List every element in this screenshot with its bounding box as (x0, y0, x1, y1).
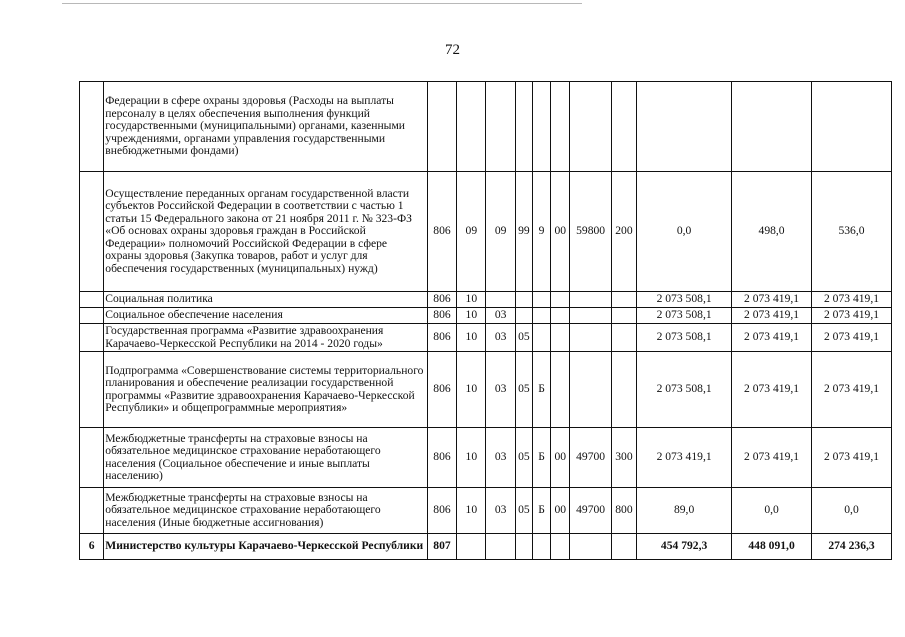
row-description: Межбюджетные трансферты на страховые взносы на обязательное медицинское страхование неработающего населения (Иные бюджетные ассигнования) (104, 488, 428, 534)
table-row (80, 82, 892, 172)
row-subsection-code: 03 (486, 324, 515, 352)
row-section-code: 09 (457, 172, 486, 292)
row-program-code (515, 82, 532, 172)
row-description: Государственная программа «Развитие здравоохранения Карачаево-Черкесской Республики на 2014 - 2020 годы» (104, 324, 428, 352)
row-expense-type-code (611, 292, 636, 308)
row-measure-code (551, 534, 570, 560)
row-number (80, 292, 104, 308)
row-measure-code (551, 352, 570, 428)
table-row (80, 352, 892, 428)
row-description: Министерство культуры Карачаево-Черкесской Республики (104, 534, 428, 560)
row-amount-1: 89,0 (637, 488, 732, 534)
row-section-code: 10 (457, 352, 486, 428)
row-expense-type-code (611, 352, 636, 428)
row-section-code: 10 (457, 292, 486, 308)
table-row (80, 324, 892, 352)
table-row (80, 292, 892, 308)
row-amount-1: 2 073 508,1 (637, 352, 732, 428)
row-program-code: 05 (515, 428, 532, 488)
row-ved-code: 806 (427, 308, 456, 324)
row-subprogram-code: Б (532, 488, 550, 534)
row-subsection-code: 03 (486, 488, 515, 534)
row-direction-code: 49700 (570, 428, 611, 488)
row-amount-3: 2 073 419,1 (812, 292, 892, 308)
row-number (80, 82, 104, 172)
row-section-code: 10 (457, 308, 486, 324)
row-amount-1: 2 073 508,1 (637, 292, 732, 308)
table-row (80, 308, 892, 324)
row-ved-code: 806 (427, 428, 456, 488)
row-number (80, 488, 104, 534)
row-direction-code (570, 308, 611, 324)
row-subprogram-code (532, 534, 550, 560)
row-ved-code: 806 (427, 172, 456, 292)
row-program-code (515, 292, 532, 308)
row-amount-1: 454 792,3 (637, 534, 732, 560)
row-amount-1: 2 073 508,1 (637, 308, 732, 324)
row-subsection-code: 03 (486, 352, 515, 428)
row-direction-code (570, 82, 611, 172)
row-subprogram-code (532, 82, 550, 172)
row-amount-1: 2 073 419,1 (637, 428, 732, 488)
row-subprogram-code: Б (532, 352, 550, 428)
row-section-code (457, 82, 486, 172)
row-amount-2 (732, 82, 812, 172)
table-row (80, 488, 892, 534)
row-number (80, 352, 104, 428)
row-amount-3 (812, 82, 892, 172)
row-amount-3: 0,0 (812, 488, 892, 534)
row-number (80, 428, 104, 488)
row-measure-code (551, 324, 570, 352)
row-amount-1: 2 073 508,1 (637, 324, 732, 352)
row-description: Подпрограмма «Совершенствование системы территориального планирования и обеспечение реализации государственной программы «Развитие здравоохранения Карачаево-Черкесской Республики» и общепрограммные мероприятия» (104, 352, 428, 428)
row-section-code: 10 (457, 324, 486, 352)
row-subprogram-code (532, 308, 550, 324)
row-expense-type-code (611, 308, 636, 324)
row-subprogram-code (532, 292, 550, 308)
row-ved-code: 806 (427, 352, 456, 428)
row-section-code: 10 (457, 428, 486, 488)
row-amount-2: 498,0 (732, 172, 812, 292)
row-expense-type-code: 800 (611, 488, 636, 534)
row-expense-type-code (611, 534, 636, 560)
row-ved-code: 806 (427, 292, 456, 308)
row-expense-type-code: 300 (611, 428, 636, 488)
row-direction-code (570, 534, 611, 560)
row-number (80, 324, 104, 352)
row-program-code: 05 (515, 324, 532, 352)
row-description: Федерации в сфере охраны здоровья (Расходы на выплаты персоналу в целях обеспечения выполнения функций государственными (муниципальными) органами, казенными учреждениями, органами управления государственными внебюджетными фондами) (104, 82, 428, 172)
row-description: Осуществление переданных органам государственной власти субъектов Российской Федерации в соответствии с частью 1 статьи 15 Федерального закона от 21 ноября 2011 г. № 323-ФЗ «Об основах охраны здоровья граждан в Российской Федерации» полномочий Российской Федерации в сфере охраны здоровья (Закупка товаров, работ и услуг для обеспечения государственных (муниципальных) нужд) (104, 172, 428, 292)
top-rule (62, 3, 582, 4)
row-amount-2: 2 073 419,1 (732, 292, 812, 308)
table-row (80, 428, 892, 488)
budget-table (79, 81, 892, 560)
table-row (80, 172, 892, 292)
row-direction-code: 59800 (570, 172, 611, 292)
row-subsection-code: 03 (486, 308, 515, 324)
row-measure-code (551, 82, 570, 172)
row-amount-1 (637, 82, 732, 172)
row-ved-code: 806 (427, 324, 456, 352)
row-subprogram-code (532, 324, 550, 352)
row-amount-3: 274 236,3 (812, 534, 892, 560)
row-subsection-code (486, 82, 515, 172)
row-subsection-code: 03 (486, 428, 515, 488)
row-section-code (457, 534, 486, 560)
row-amount-2: 2 073 419,1 (732, 428, 812, 488)
row-measure-code: 00 (551, 428, 570, 488)
row-expense-type-code (611, 324, 636, 352)
row-program-code: 05 (515, 488, 532, 534)
row-ved-code: 806 (427, 488, 456, 534)
row-amount-2: 448 091,0 (732, 534, 812, 560)
row-program-code (515, 308, 532, 324)
row-direction-code (570, 324, 611, 352)
row-subsection-code (486, 534, 515, 560)
table-row (80, 534, 892, 560)
row-subsection-code: 09 (486, 172, 515, 292)
row-measure-code (551, 308, 570, 324)
row-measure-code (551, 292, 570, 308)
row-amount-3: 2 073 419,1 (812, 308, 892, 324)
row-number (80, 172, 104, 292)
row-program-code: 05 (515, 352, 532, 428)
row-amount-3: 2 073 419,1 (812, 324, 892, 352)
row-number (80, 308, 104, 324)
row-ved-code: 807 (427, 534, 456, 560)
row-subsection-code (486, 292, 515, 308)
row-program-code (515, 534, 532, 560)
row-amount-2: 2 073 419,1 (732, 352, 812, 428)
row-subprogram-code: Б (532, 428, 550, 488)
row-program-code: 99 (515, 172, 532, 292)
row-description: Социальное обеспечение населения (104, 308, 428, 324)
row-subprogram-code: 9 (532, 172, 550, 292)
row-expense-type-code: 200 (611, 172, 636, 292)
row-description: Межбюджетные трансферты на страховые взносы на обязательное медицинское страхование неработающего населения (Социальное обеспечение и иные выплаты населению) (104, 428, 428, 488)
row-description: Социальная политика (104, 292, 428, 308)
row-measure-code: 00 (551, 488, 570, 534)
row-amount-1: 0,0 (637, 172, 732, 292)
row-amount-2: 2 073 419,1 (732, 308, 812, 324)
row-ved-code (427, 82, 456, 172)
row-amount-2: 0,0 (732, 488, 812, 534)
row-section-code: 10 (457, 488, 486, 534)
row-expense-type-code (611, 82, 636, 172)
row-direction-code (570, 292, 611, 308)
row-amount-3: 2 073 419,1 (812, 352, 892, 428)
page-number: 72 (445, 42, 460, 58)
row-amount-3: 536,0 (812, 172, 892, 292)
row-direction-code: 49700 (570, 488, 611, 534)
row-amount-3: 2 073 419,1 (812, 428, 892, 488)
row-direction-code (570, 352, 611, 428)
row-measure-code: 00 (551, 172, 570, 292)
row-amount-2: 2 073 419,1 (732, 324, 812, 352)
row-number: 6 (80, 534, 104, 560)
